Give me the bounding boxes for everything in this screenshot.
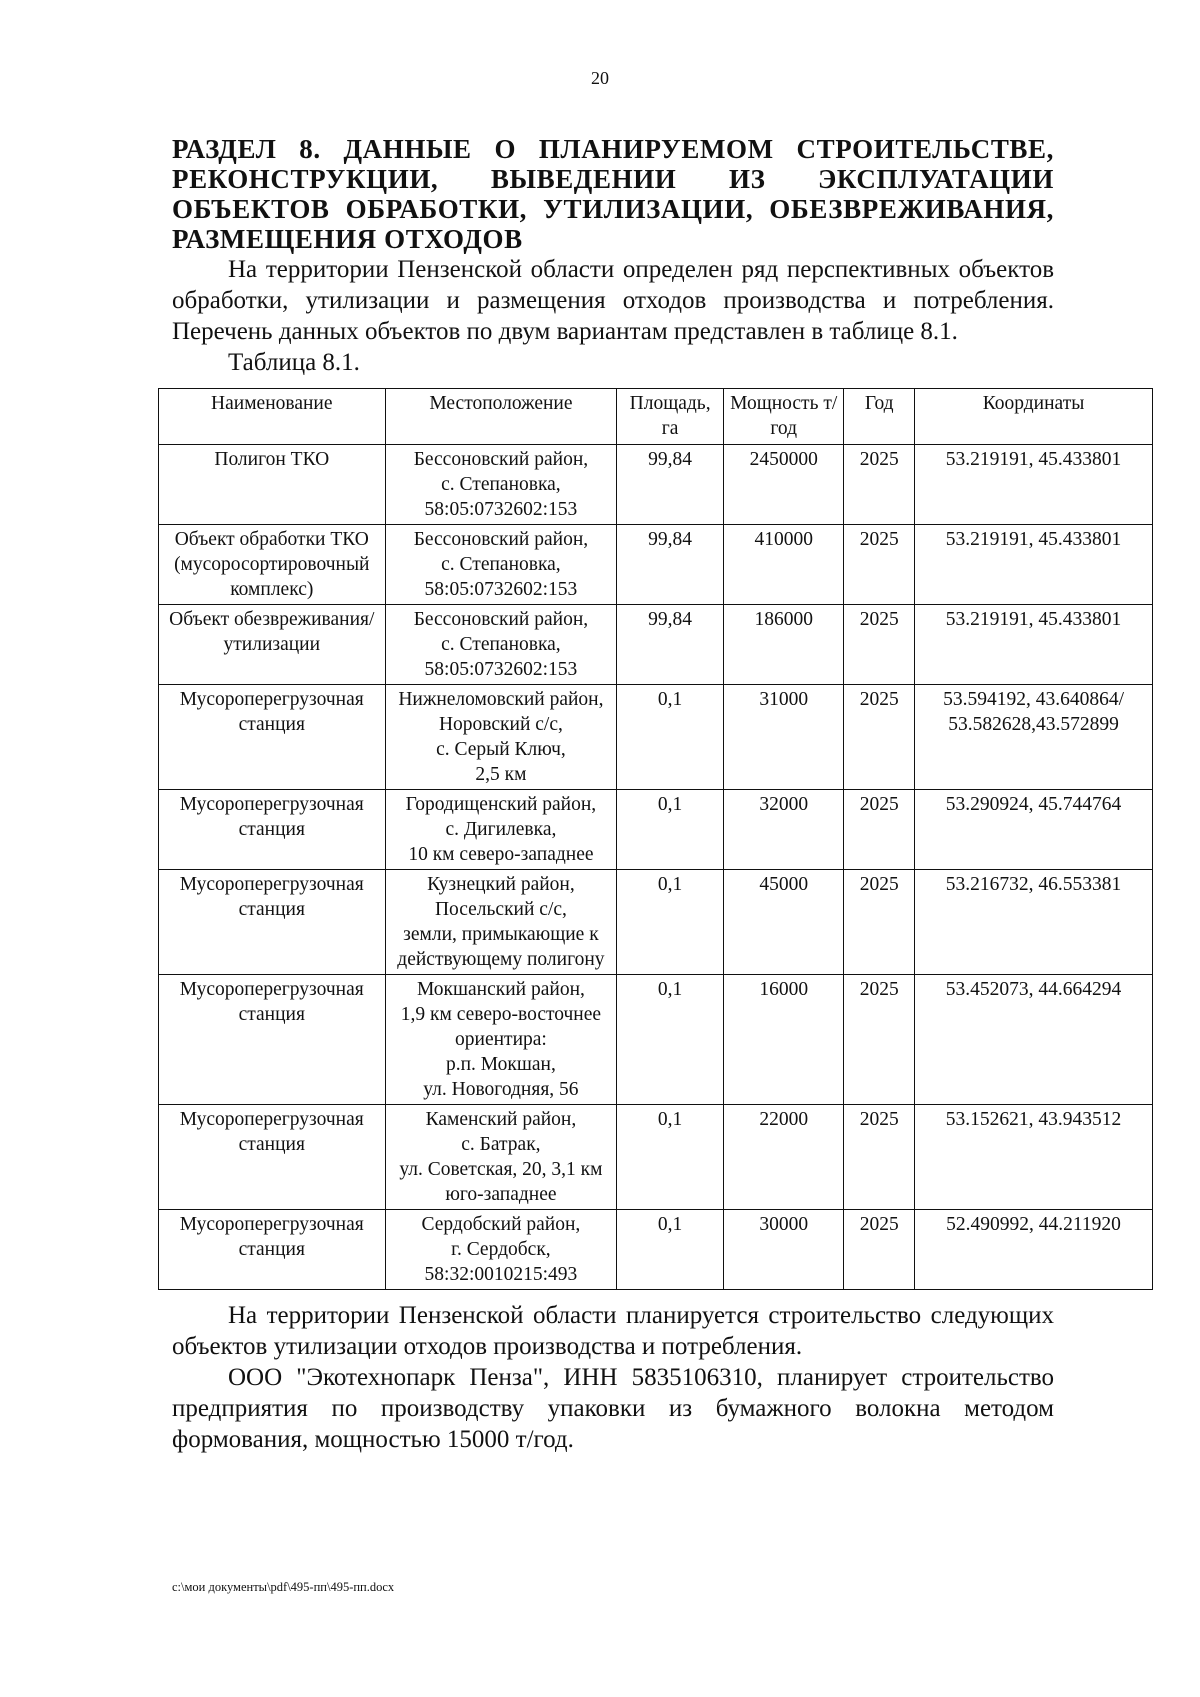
year-cell: 2025 [844,685,915,790]
year-cell: 2025 [844,525,915,605]
objects-table [158,388,1153,1290]
location-line: 58:05:0732602:153 [424,579,578,600]
section-heading: РАЗДЕЛ 8. ДАННЫЕ О ПЛАНИРУЕМОМ СТРОИТЕЛЬСТВЕ, РЕКОНСТРУКЦИИ, ВЫВЕДЕНИИ ИЗ ЭКСПЛУАТАЦИИ ОБЪЕКТОВ ОБРАБОТКИ, УТИЛИЗАЦИИ, ОБЕЗВРЕЖИВАНИЯ, РАЗМЕЩЕНИЯ ОТХОДОВ [172,134,1054,254]
year-cell: 2025 [844,605,915,685]
name-cell: Мусороперегрузочная станция [159,975,386,1105]
area-cell: 99,84 [617,605,724,685]
coordinates-cell: 53.152621, 43.943512 [915,1105,1153,1210]
location-line: Городищенский район, [405,794,597,815]
coordinates-cell: 53.219191, 45.433801 [915,605,1153,685]
table-row [159,790,1153,870]
location-line: 58:05:0732602:153 [424,499,578,520]
coordinates-cell: 53.219191, 45.433801 [915,525,1153,605]
capacity-cell: 30000 [723,1210,844,1290]
location-line: Нижнеломовский район, [398,689,604,710]
paragraph-planned-construction: На территории Пензенской области планируется строительство следующих объектов утилизации отходов производства и потребления. [172,1302,1054,1360]
table-row [159,605,1153,685]
capacity-cell: 32000 [723,790,844,870]
location-line: с. Дигилевка, [445,819,557,840]
coordinates-cell: 53.216732, 46.553381 [915,870,1153,975]
area-cell: 0,1 [617,975,724,1105]
year-cell: 2025 [844,445,915,525]
name-cell: Мусороперегрузочная станция [159,685,386,790]
location-cell [385,605,617,685]
name-cell: Мусороперегрузочная станция [159,870,386,975]
location-line: с. Батрак, [461,1134,541,1155]
area-cell: 99,84 [617,525,724,605]
location-line: 10 км северо-западнее [408,844,594,865]
footer-file-path: c:\мои документы\pdf\495-пп\495-пп.docx [172,1580,395,1594]
location-line: ул. Новогодняя, 56 [423,1079,579,1100]
capacity-cell: 186000 [723,605,844,685]
intro-paragraph: На территории Пензенской области определен ряд перспективных объектов обработки, утилизации и размещения отходов производства и потребления. Перечень данных объектов по двум вариантам представлен в таблице 8.1. [172,256,1054,345]
capacity-cell: 2450000 [723,445,844,525]
location-line: Сердобский район, [421,1214,581,1235]
document-body [169,134,1124,1455]
area-cell: 0,1 [617,1105,724,1210]
table-header-row [159,389,1153,445]
coordinates-cell: 52.490992, 44.211920 [915,1210,1153,1290]
location-line: Посельский с/с, [434,899,567,920]
table-row [159,1210,1153,1290]
year-cell: 2025 [844,975,915,1105]
area-cell: 0,1 [617,685,724,790]
location-line: р.п. Мокшан, [445,1054,556,1075]
table-caption: Таблица 8.1. [228,349,360,376]
capacity-cell: 31000 [723,685,844,790]
header-coordinates: Координаты [915,389,1153,445]
location-line: земли, примыкающие к действующему полигону [397,924,605,970]
table-row [159,525,1153,605]
location-cell [385,685,617,790]
location-line: г. Сердобск, [451,1239,551,1260]
location-line: Бессоновский район, [413,609,589,630]
location-cell [385,790,617,870]
location-line: 2,5 км [475,764,527,785]
location-line: Норовский с/с, [438,714,563,735]
table-row [159,870,1153,975]
capacity-cell: 45000 [723,870,844,975]
year-cell: 2025 [844,790,915,870]
area-cell: 0,1 [617,870,724,975]
year-cell: 2025 [844,1210,915,1290]
location-cell [385,975,617,1105]
location-line: Бессоновский район, [413,529,589,550]
location-line: Мокшанский район, [416,979,585,1000]
name-cell: Объект обработки ТКО (мусоросортировочный комплекс) [159,525,386,605]
header-year: Год [844,389,915,445]
coordinates-cell: 53.290924, 45.744764 [915,790,1153,870]
capacity-cell: 22000 [723,1105,844,1210]
location-line: Бессоновский район, [413,449,589,470]
location-line: Каменский район, [425,1109,577,1130]
location-cell [385,445,617,525]
header-area: Площадь, га [617,389,724,445]
location-line: 1,9 км северо-восточнее ориентира: [400,1004,602,1050]
paragraph-ecotechnopark: ООО "Экотехнопарк Пенза", ИНН 5835106310, планирует строительство предприятия по производству упаковки из бумажного волокна методом формования, мощностью 15000 т/год. [172,1364,1054,1453]
header-location: Местоположение [385,389,617,445]
location-line: Кузнецкий район, [427,874,575,895]
name-cell: Полигон ТКО [159,445,386,525]
location-line: с. Серый Ключ, [436,739,566,760]
name-cell: Мусороперегрузочная станция [159,1210,386,1290]
header-name: Наименование [159,389,386,445]
coordinates-cell: 53.594192, 43.640864/ 53.582628,43.572899 [915,685,1153,790]
location-line: с. Степановка, [441,634,561,655]
coordinates-cell: 53.452073, 44.664294 [915,975,1153,1105]
header-capacity: Мощность т/год [723,389,844,445]
coordinates-cell: 53.219191, 45.433801 [915,445,1153,525]
location-cell [385,1105,617,1210]
location-cell [385,870,617,975]
table-row [159,1105,1153,1210]
area-cell: 99,84 [617,445,724,525]
location-line: 58:05:0732602:153 [424,659,578,680]
name-cell: Мусороперегрузочная станция [159,790,386,870]
name-cell: Объект обезвреживания/ утилизации [159,605,386,685]
location-line: 58:32:0010215:493 [424,1264,578,1285]
table-body [159,445,1153,1290]
name-cell: Мусороперегрузочная станция [159,1105,386,1210]
year-cell: 2025 [844,1105,915,1210]
area-cell: 0,1 [617,1210,724,1290]
area-cell: 0,1 [617,790,724,870]
year-cell: 2025 [844,870,915,975]
location-line: с. Степановка, [441,554,561,575]
page-number: 20 [591,68,609,88]
location-cell [385,1210,617,1290]
location-line: ул. Советская, 20, 3,1 км юго-западнее [399,1159,603,1205]
capacity-cell: 16000 [723,975,844,1105]
capacity-cell: 410000 [723,525,844,605]
table-row [159,445,1153,525]
location-cell [385,525,617,605]
location-line: с. Степановка, [441,474,561,495]
table-row [159,685,1153,790]
table-row [159,975,1153,1105]
